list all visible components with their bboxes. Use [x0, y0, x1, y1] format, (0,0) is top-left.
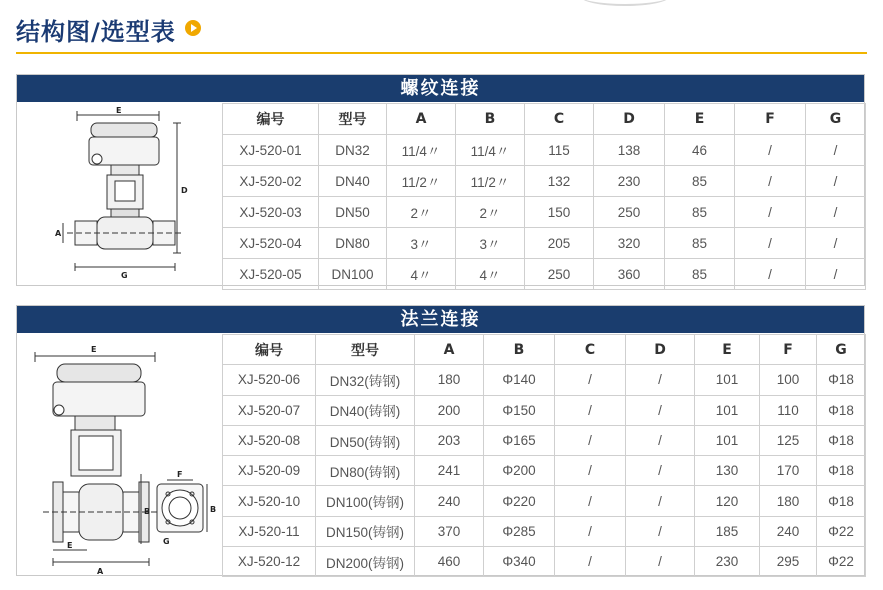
- diagram-label-g: G: [163, 537, 170, 546]
- flanged-section: [16, 305, 865, 576]
- cell: XJ-520-05: [223, 259, 319, 290]
- diagram-label-b: B: [144, 507, 151, 516]
- table-row: [223, 135, 866, 166]
- table-row: [223, 456, 866, 486]
- title-divider: [16, 52, 867, 54]
- cell: XJ-520-12: [223, 547, 316, 577]
- cell: /: [735, 197, 806, 228]
- cell: 4〃: [456, 259, 525, 290]
- cell: /: [735, 135, 806, 166]
- cell: XJ-520-01: [223, 135, 319, 166]
- cell: /: [626, 365, 695, 395]
- table-row: [223, 365, 866, 395]
- cell: 230: [594, 166, 665, 197]
- col-header: 编号: [223, 335, 316, 365]
- cell: XJ-520-03: [223, 197, 319, 228]
- cell: /: [626, 486, 695, 516]
- col-header: F: [735, 104, 806, 135]
- cell: 170: [760, 456, 817, 486]
- cell: /: [555, 425, 626, 455]
- cell: /: [806, 197, 866, 228]
- cell: /: [555, 365, 626, 395]
- cell: Φ22: [817, 516, 866, 546]
- cell: Φ285: [484, 516, 555, 546]
- diagram-label-e-top: E: [91, 345, 97, 354]
- table-row: [223, 259, 866, 290]
- cell: 85: [665, 166, 735, 197]
- cell: 241: [415, 456, 484, 486]
- table-header-row: [223, 335, 866, 365]
- cell: 85: [665, 228, 735, 259]
- cell: Φ18: [817, 395, 866, 425]
- flanged-section-header: 法兰连接: [17, 306, 864, 333]
- cell: 4〃: [387, 259, 456, 290]
- col-header: B: [484, 335, 555, 365]
- cell: 85: [665, 259, 735, 290]
- cell: Φ18: [817, 425, 866, 455]
- table-row: [223, 228, 866, 259]
- cell: /: [806, 166, 866, 197]
- cell: 3〃: [387, 228, 456, 259]
- cell: 130: [695, 456, 760, 486]
- cell: XJ-520-04: [223, 228, 319, 259]
- cell: 11/4〃: [387, 135, 456, 166]
- col-header: A: [415, 335, 484, 365]
- table-header-row: [223, 104, 866, 135]
- table-row: [223, 547, 866, 577]
- cell: /: [555, 547, 626, 577]
- col-header: C: [555, 335, 626, 365]
- diagram-label-b2: B: [210, 505, 217, 514]
- cell: /: [735, 228, 806, 259]
- diagram-label-e: E: [116, 106, 122, 115]
- cell: DN40(铸钢): [316, 395, 415, 425]
- cell: XJ-520-07: [223, 395, 316, 425]
- cell: 200: [415, 395, 484, 425]
- cell: 250: [525, 259, 594, 290]
- cell: 11/4〃: [456, 135, 525, 166]
- cell: XJ-520-11: [223, 516, 316, 546]
- threaded-spec-table: [222, 103, 866, 290]
- cell: DN50: [319, 197, 387, 228]
- cell: /: [626, 547, 695, 577]
- cell: 101: [695, 425, 760, 455]
- cell: Φ18: [817, 456, 866, 486]
- cell: Φ150: [484, 395, 555, 425]
- cell: /: [555, 395, 626, 425]
- col-header: 型号: [319, 104, 387, 135]
- flanged-valve-diagram: [17, 334, 221, 576]
- diagram-label-f: F: [177, 470, 183, 479]
- col-header: G: [817, 335, 866, 365]
- cell: Φ18: [817, 365, 866, 395]
- diagram-label-a: A: [97, 567, 104, 576]
- cell: Φ165: [484, 425, 555, 455]
- cell: /: [626, 516, 695, 546]
- cell: DN80(铸钢): [316, 456, 415, 486]
- cell: /: [806, 259, 866, 290]
- col-header: D: [594, 104, 665, 135]
- col-header: G: [806, 104, 866, 135]
- cell: 295: [760, 547, 817, 577]
- cell: 100: [760, 365, 817, 395]
- col-header: B: [456, 104, 525, 135]
- cell: 125: [760, 425, 817, 455]
- cell: 11/2〃: [387, 166, 456, 197]
- cell: XJ-520-09: [223, 456, 316, 486]
- cell: DN80: [319, 228, 387, 259]
- cell: 138: [594, 135, 665, 166]
- cell: Φ220: [484, 486, 555, 516]
- arrow-right-icon: [185, 20, 201, 36]
- cell: 250: [594, 197, 665, 228]
- cell: XJ-520-06: [223, 365, 316, 395]
- diagram-label-d: D: [181, 186, 188, 195]
- col-header: A: [387, 104, 456, 135]
- cell: 185: [695, 516, 760, 546]
- cell: 360: [594, 259, 665, 290]
- flanged-spec-table: [222, 334, 866, 577]
- table-row: [223, 516, 866, 546]
- cell: XJ-520-08: [223, 425, 316, 455]
- col-header: E: [665, 104, 735, 135]
- cell: 110: [760, 395, 817, 425]
- cell: 320: [594, 228, 665, 259]
- cell: XJ-520-02: [223, 166, 319, 197]
- table-row: [223, 486, 866, 516]
- cell: /: [555, 456, 626, 486]
- cell: /: [555, 486, 626, 516]
- table-row: [223, 395, 866, 425]
- cell: Φ340: [484, 547, 555, 577]
- threaded-section: [16, 74, 865, 286]
- cell: 150: [525, 197, 594, 228]
- cell: Φ18: [817, 486, 866, 516]
- cell: DN40: [319, 166, 387, 197]
- table-row: [223, 197, 866, 228]
- cell: DN50(铸钢): [316, 425, 415, 455]
- cell: DN200(铸钢): [316, 547, 415, 577]
- cell: Φ22: [817, 547, 866, 577]
- cell: 240: [415, 486, 484, 516]
- threaded-section-header: 螺纹连接: [17, 75, 864, 102]
- cell: /: [806, 135, 866, 166]
- table-row: [223, 425, 866, 455]
- cell: 85: [665, 197, 735, 228]
- cell: 3〃: [456, 228, 525, 259]
- cell: 101: [695, 395, 760, 425]
- decorative-arc: [580, 0, 670, 6]
- col-header: 型号: [316, 335, 415, 365]
- cell: DN32: [319, 135, 387, 166]
- col-header: D: [626, 335, 695, 365]
- table-row: [223, 166, 866, 197]
- col-header: 编号: [223, 104, 319, 135]
- cell: 230: [695, 547, 760, 577]
- col-header: E: [695, 335, 760, 365]
- cell: XJ-520-10: [223, 486, 316, 516]
- threaded-valve-diagram: [17, 103, 221, 285]
- page-title: 结构图/选型表: [16, 18, 176, 46]
- cell: 101: [695, 365, 760, 395]
- cell: 2〃: [456, 197, 525, 228]
- cell: /: [806, 228, 866, 259]
- cell: DN150(铸钢): [316, 516, 415, 546]
- cell: 2〃: [387, 197, 456, 228]
- cell: /: [735, 166, 806, 197]
- cell: DN100(铸钢): [316, 486, 415, 516]
- cell: 115: [525, 135, 594, 166]
- cell: Φ140: [484, 365, 555, 395]
- col-header: F: [760, 335, 817, 365]
- diagram-label-e-bottom: E: [67, 541, 73, 550]
- cell: /: [555, 516, 626, 546]
- cell: 46: [665, 135, 735, 166]
- cell: 460: [415, 547, 484, 577]
- diagram-label-g: G: [121, 271, 128, 280]
- cell: /: [626, 395, 695, 425]
- cell: 180: [760, 486, 817, 516]
- col-header: C: [525, 104, 594, 135]
- cell: 240: [760, 516, 817, 546]
- diagram-label-a: A: [55, 229, 62, 238]
- cell: 120: [695, 486, 760, 516]
- cell: /: [626, 456, 695, 486]
- cell: /: [735, 259, 806, 290]
- cell: DN32(铸钢): [316, 365, 415, 395]
- cell: 132: [525, 166, 594, 197]
- cell: DN100: [319, 259, 387, 290]
- cell: 180: [415, 365, 484, 395]
- cell: 370: [415, 516, 484, 546]
- cell: 203: [415, 425, 484, 455]
- cell: 11/2〃: [456, 166, 525, 197]
- cell: Φ200: [484, 456, 555, 486]
- cell: 205: [525, 228, 594, 259]
- cell: /: [626, 425, 695, 455]
